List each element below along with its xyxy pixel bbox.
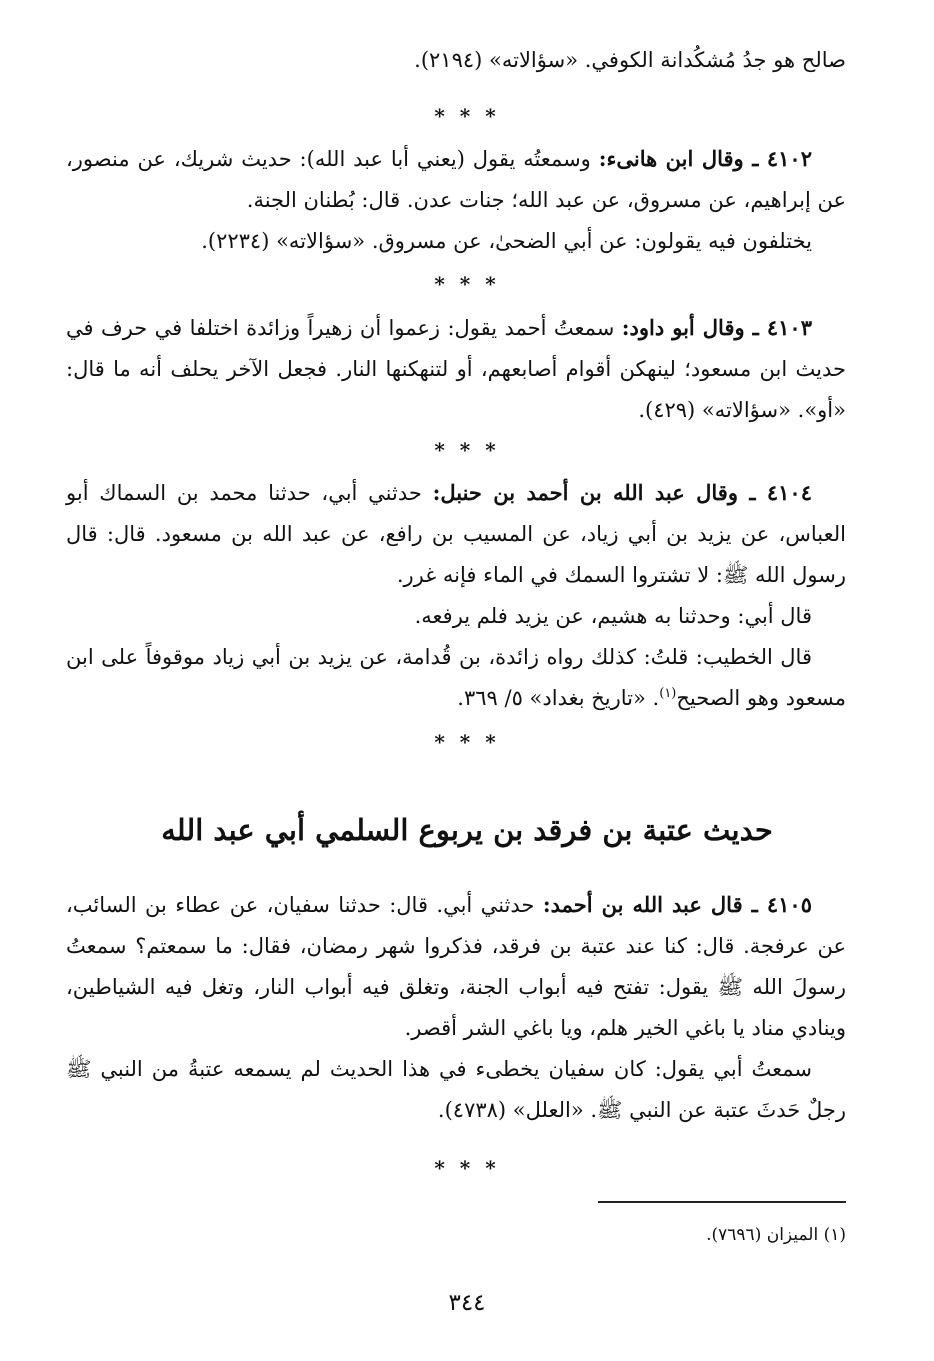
separator-5: * * *	[434, 1156, 500, 1180]
entry-4105-body: حدثني أبي. قال: حدثنا سفيان، عن عطاء بن السائب، عن عرفجة. قال: كنا عند عتبة بن فرقد، فذكروا شهر رمضان، فقال: ما سمعتم؟ سمعتُ رسولَ الله ﷺ يقول: تفتح فيه أبواب الجنة، وتغلق فيه أبواب النار، وتغل فيه الشياطين، وينادي مناد يا باغي الخير هلم، ويا باغي الشر أقصر.	[66, 893, 846, 1040]
entry-4102-body: وسمعتُه يقول (يعني أبا عبد الله): حديث شريك، عن منصور، عن إبراهيم، عن مسروق، عن عبد الله؛ جنات عدن. قال: بُطنان الجنة.	[66, 147, 846, 212]
entry-4104-para3-source: . «تاريخ بغداد» ٥/ ٣٦٩.	[457, 686, 660, 710]
entry-4104-para3-text: قال الخطيب: قلتُ: كذلك رواه زائدة، بن قُدامة، عن يزيد بن أبي زياد موقوفاً على ابن مسعود وهو الصحيح	[66, 645, 846, 710]
entry-4104-para3	[66, 637, 846, 719]
entry-4103	[66, 307, 846, 431]
entry-4104	[66, 472, 846, 719]
entry-4102-para2: يختلفون فيه يقولون: عن أبي الضحىٰ، عن مسروق. «سؤالاته» (٢٢٣٤).	[201, 229, 812, 253]
separator-1: * * *	[434, 104, 500, 128]
footnote: (١) الميزان (٧٦٩٦).	[706, 1225, 846, 1245]
entry-4102-number: ٤١٠٢ ـ وقال ابن هانىء:	[598, 146, 812, 171]
continuation-text: صالح هو جدُ مُشكُدانة الكوفي. «سؤالاته» (٢١٩٤).	[414, 48, 846, 72]
separator-2: * * *	[434, 272, 500, 296]
entry-4103-body: سمعتُ أحمد يقول: زعموا أن زهيراً وزائدة اختلفا في حرف في حديث ابن مسعود؛ لينهكن أقوام أصابعهم، أو لتنهكنها النار. فجعل الآخر يحلف أنه ما قال: «أو». «سؤالاته» (٤٢٩).	[66, 316, 846, 422]
section-heading: حديث عتبة بن فرقد بن يربوع السلمي أبي عبد الله	[161, 813, 773, 847]
entry-4104-number: ٤١٠٤ ـ وقال عبد الله بن أحمد بن حنبل:	[432, 480, 812, 505]
entry-4105-text	[66, 884, 846, 1049]
top-line	[66, 40, 846, 81]
separator-3: * * *	[434, 438, 500, 462]
entry-4102-text	[66, 138, 846, 221]
entry-4105-number: ٤١٠٥ ـ قال عبد الله بن أحمد:	[542, 892, 812, 917]
footnote-divider	[598, 1201, 846, 1203]
separator-4: * * *	[434, 730, 500, 754]
entry-4103-text	[66, 307, 846, 431]
entry-4103-number: ٤١٠٣ ـ وقال أبو داود:	[621, 315, 812, 340]
entry-4105-para2: سمعتُ أبي يقول: كان سفيان يخطىء في هذا الحديث لم يسمعه عتبةُ من النبي ﷺ رجلٌ حَدثَ عتبة عن النبي ﷺ. «العلل» (٤٧٣٨).	[66, 1057, 846, 1122]
page-number: ٣٤٤	[448, 1290, 486, 1316]
entry-4104-text	[66, 472, 846, 596]
entry-4105	[66, 884, 846, 1131]
entry-4104-body: حدثني أبي، حدثنا محمد بن السماك أبو العباس، عن يزيد بن أبي زياد، عن المسيب بن رافع، عن عبد الله بن مسعود. قال: قال رسول الله ﷺ: لا تشتروا السمك في الماء فإنه غرر.	[66, 481, 846, 587]
entry-4104-para2: قال أبي: وحدثنا به هشيم، عن يزيد فلم يرفعه.	[414, 604, 812, 628]
entry-4102	[66, 138, 846, 262]
footnote-ref: (١)	[659, 686, 677, 701]
